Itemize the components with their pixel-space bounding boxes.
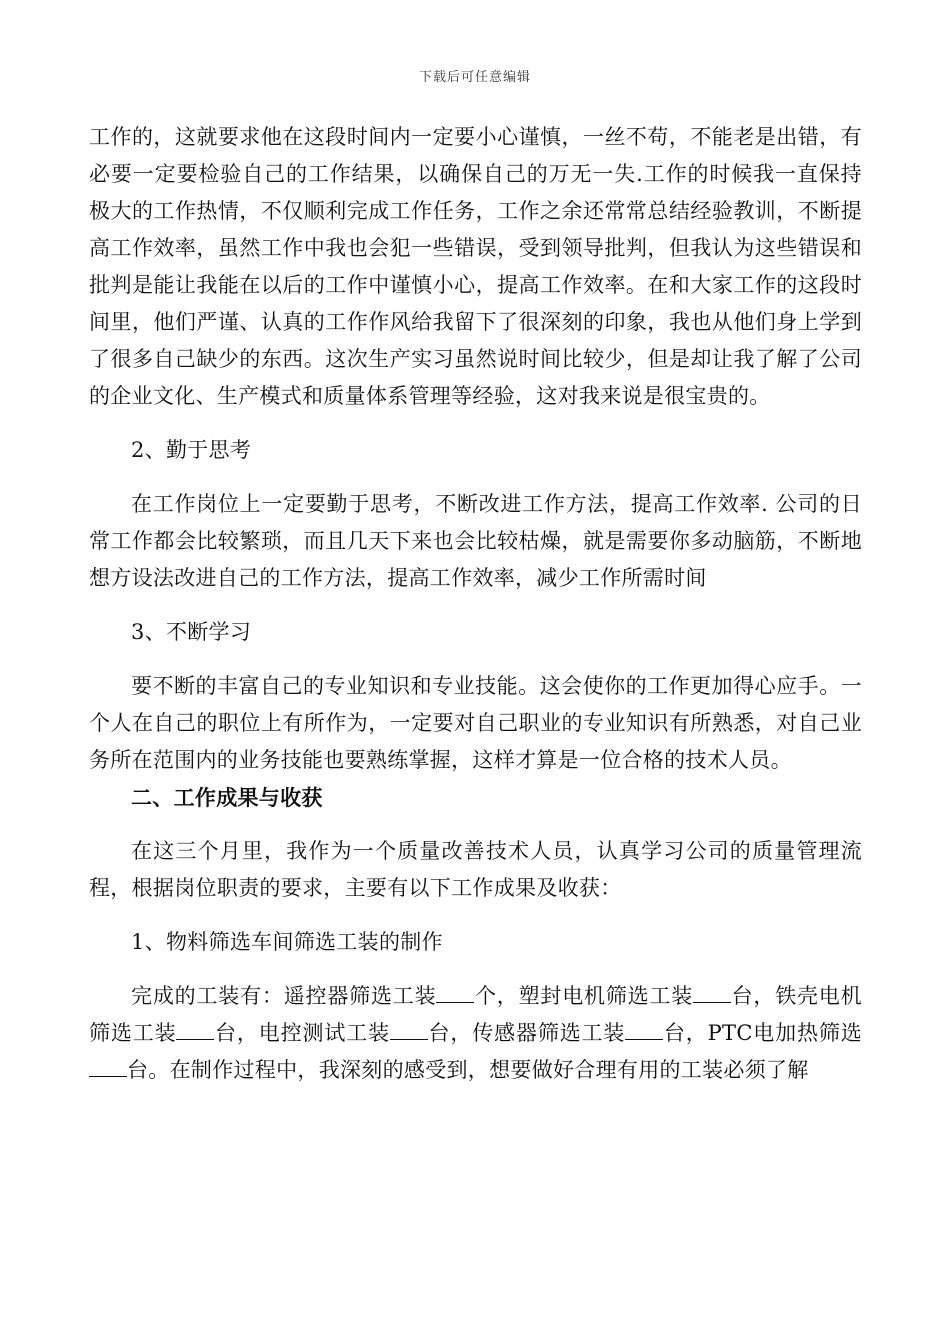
heading-fixture-making: 1、物料筛选车间筛选工装的制作	[131, 930, 443, 954]
fill-blank	[693, 1001, 731, 1003]
paragraph-results-intro: 在这三个月里，我作为一个质量改善技术人员，认真学习公司的质量管理流程，根据岗位职责的要求，主要有以下工作成果及收获：	[89, 839, 862, 900]
page-header-note: 下载后可任意编辑	[418, 70, 531, 85]
paragraph-keep-learning: 要不断的丰富自己的专业知识和专业技能。这会使你的工作更加得心应手。一个人在自己的职位上有所作为，一定要对自己职业的专业知识有所熟悉，对自己业务所在范围内的业务技能也要熟练掌握，这样才算是一位合格的技术人员。	[89, 674, 862, 772]
fill-blank	[625, 1038, 663, 1040]
paragraph-think-diligently: 在工作岗位上一定要勤于思考，不断改进工作方法，提高工作效率. 公司的日常工作都会比较繁琐，而且几天下来也会比较枯燥，就是需要你多动脑筋，不断地想方设法改进自己的工作方法，提高工作效率，减少工作所需时间	[89, 492, 862, 590]
fixture-text-6: 台，PTC电加热筛选	[663, 1021, 863, 1045]
fill-blank	[390, 1038, 428, 1040]
paragraph-fixture-making	[89, 978, 862, 1089]
paragraph-work-attitude: 工作的，这就要求他在这段时间内一定要小心谨慎，一丝不苟，不能老是出错，有必要一定要检验自己的工作结果，以确保自己的万无一失.工作的时候我一直保持极大的工作热情，不仅顺利完成工作任务，工作之余还常常总结经验教训，不断提高工作效率，虽然工作中我也会犯一些错误，受到领导批判，但我认为这些错误和批判是能让我能在以后的工作中谨慎小心，提高工作效率。在和大家工作的这段时间里，他们严谨、认真的工作作风给我留下了很深刻的印象，我也从他们身上学到了很多自己缺少的东西。这次生产实习虽然说时间比较少，但是却让我了解了公司的企业文化、生产模式和质量体系管理等经验，这对我来说是很宝贵的。	[89, 125, 862, 408]
fixture-text-3: 台，铁壳电机筛选工装	[89, 984, 862, 1045]
fixture-text-2: 个，塑封电机筛选工装	[474, 984, 694, 1008]
fixture-text-4: 台，电控测试工装	[214, 1021, 390, 1045]
fill-blank	[89, 1075, 127, 1077]
fixture-text-7: 台。在制作过程中，我深刻的感受到，想要做好合理有用的工装必须了解	[127, 1058, 809, 1082]
fill-blank	[436, 1001, 474, 1003]
heading-think-diligently: 2、勤于思考	[131, 438, 252, 462]
heading-keep-learning: 3、不断学习	[131, 620, 252, 644]
fill-blank	[176, 1038, 214, 1040]
section-heading-results: 二、工作成果与收获	[131, 785, 323, 810]
document-body	[89, 119, 862, 1089]
fixture-text-1: 完成的工装有：遥控器筛选工装	[131, 984, 437, 1008]
fixture-text-5: 台，传感器筛选工装	[427, 1021, 626, 1045]
